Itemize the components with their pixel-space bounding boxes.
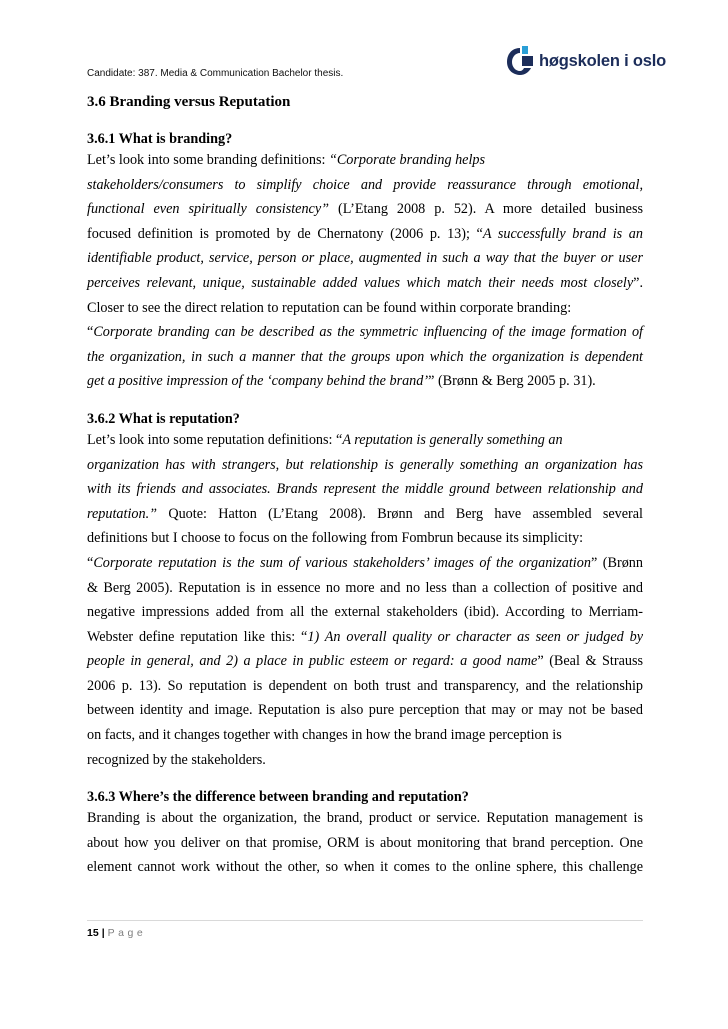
footer-divider — [87, 920, 643, 921]
section-title: 3.6 Branding versus Reputation — [87, 94, 291, 110]
page-footer — [87, 927, 146, 939]
header-candidate-line: Candidate: 387. Media & Communication Bachelor thesis. — [87, 68, 344, 79]
subsection-reputation-heading: 3.6.2 What is reputation? — [87, 410, 240, 427]
reputation-paragraph: Let’s look into some reputation definitions: “A reputation is generally something an organization has with strangers, but relationship is generally something an organization has with its friends and associates. Brands represent the middle ground between relationship and reputation.” Quote: Hatton (L’Etang 2008). Brønn and Berg have assembled several definitions but I choose to focus on the following from Fombrun because its simplicity: “Corporate reputation is the sum of various stakeholders’ images of the organization” (Brønn & Berg 2005). Reputation is in essence no more and no less than a collection of positive and negative impressions added from all the external stakeholders (ibid). According to Merriam- Webster define reputation like this: “1) An overall quality or character as seen or judged by people in general, and 2) a place in public esteem or regard: a good name” (Beal & Strauss 2006 p. 13). So reputation is dependent on both trust and transparency, and the relationship between identity and image. Reputation is also pure perception that may or may not be based on facts, and it changes together with changes in how the brand image perception is recognized by the stakeholders. — [87, 431, 644, 768]
logo-wordmark: høgskolen i oslo — [539, 51, 666, 70]
branding-paragraph: Let’s look into some branding definitions: “Corporate branding helps stakeholders/consumers to simplify choice and provide reassurance through emotional, functional even spiritually consistency” (L’Etang 2008 p. 52). A more detailed business focused definition is promoted by de Chernatony (2006 p. 13); “A successfully brand is an identifiable product, service, person or place, augmented in such a way that the buyer or user perceives relevant, unique, sustainable added values which match their needs most closely”. Closer to see the direct relation to reputation can be found within corporate branding: “Corporate branding can be described as the symmetric influencing of the image formation of the organization, in such a manner that the groups upon which the organization is dependent get a positive impression of the ‘company behind the brand’” (Brønn & Berg 2005 p. 31). — [87, 152, 643, 390]
page-label: Page — [107, 927, 147, 939]
subsection-difference-heading: 3.6.3 Where’s the difference between branding and reputation? — [87, 789, 469, 806]
hioa-logo-icon — [505, 45, 535, 77]
page-body — [87, 93, 643, 880]
page-number: 15 — [87, 927, 99, 939]
difference-paragraph: Branding is about the organization, the brand, product or service. Reputation management is about how you deliver on that promise, ORM is about monitoring that brand perception. One element cannot work without the other, so when it comes to the online sphere, this challenge — [87, 810, 643, 876]
hioa-logo — [505, 43, 666, 79]
footer-separator: | — [101, 927, 105, 939]
subsection-branding-heading: 3.6.1 What is branding? — [87, 131, 233, 147]
